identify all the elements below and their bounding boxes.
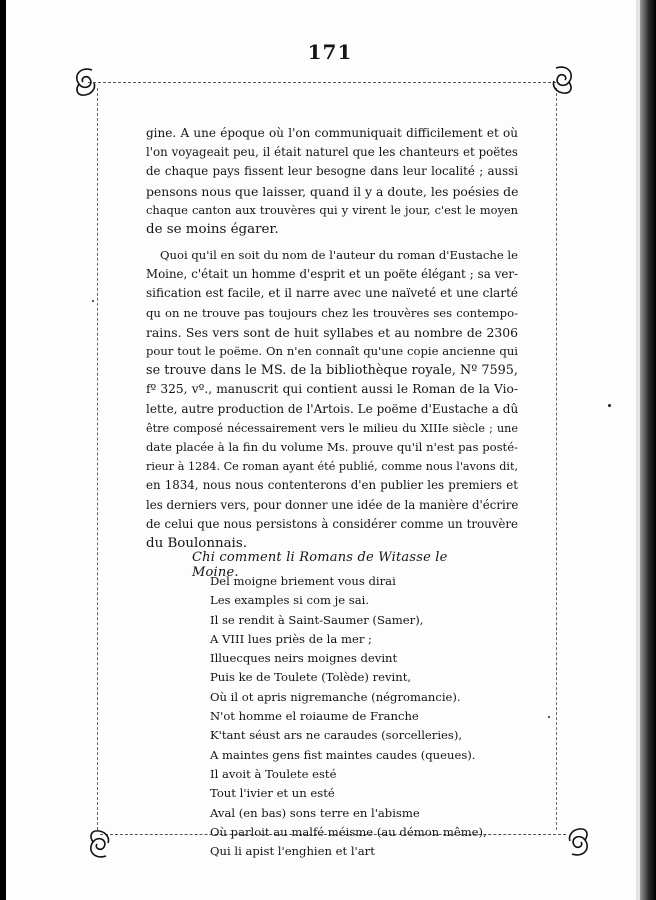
paragraph-2 xyxy=(146,246,518,553)
verse-line: Où il ot apris nigremanche (négromancie). xyxy=(210,689,461,704)
poem-title: Chi comment li Romans de Witasse le Moine. xyxy=(192,550,448,580)
text-line: de celui que nous persistons à considérer comme un trouvère xyxy=(146,516,518,531)
text-line: rains. Ses vers sont de huit syllabes et au nombre de 2306 xyxy=(146,324,518,340)
scan-speck xyxy=(608,404,611,407)
scan-edge-left xyxy=(0,0,6,900)
text-line: en 1834, nous nous contenterons d'en publier les premiers et xyxy=(146,478,518,493)
text-line: qu on ne trouve pas toujours chez les trouvères ses contempo- xyxy=(146,305,518,320)
frame-rule-right xyxy=(556,88,557,830)
verse-line: A VIII lues priès de la mer ; xyxy=(210,631,372,646)
verse-line: A maintes gens fist maintes caudes (queues). xyxy=(210,747,476,762)
text-line: pensons nous que laisser, quand il y a doute, les poésies de xyxy=(146,183,519,199)
text-line: être composé nécessairement vers le milieu du XIIIe siècle ; une xyxy=(146,421,518,435)
verse-line: Il se rendit à Saint-Saumer (Samer), xyxy=(210,612,424,627)
text-line: Moine, c'était un homme d'esprit et un poëte élégant ; sa ver- xyxy=(146,267,518,282)
text-line: les derniers vers, pour donner une idée de la manière d'écrire xyxy=(146,497,519,512)
frame-rule-top xyxy=(88,82,556,83)
verse-line: Illuecques neirs moignes devint xyxy=(210,651,398,666)
text-line: Quoi qu'il en soit du nom de l'auteur du roman d'Eustache le xyxy=(160,248,518,262)
text-line: date placée à la fin du volume Ms. prouve qu'il n'est pas posté- xyxy=(146,440,518,455)
scan-speck xyxy=(92,300,94,302)
text-line: de se moins égarer. xyxy=(146,222,279,238)
text-line: chaque canton aux trouvères qui y virent le jour, c'est le moyen xyxy=(146,202,518,217)
text-line: lette, autre production de l'Artois. Le poëme d'Eustache a dû xyxy=(146,401,519,416)
verse-line: Qui li apist l'enghien et l'art xyxy=(210,844,375,859)
text-line: pour tout le poëme. On n'en connaît qu'une copie ancienne qui xyxy=(146,344,518,359)
text-line: gine. A une époque où l'on communiquait difficilement et où xyxy=(146,126,518,140)
poem-verses xyxy=(210,572,510,861)
verse-line: N'ot homme el roiaume de Franche xyxy=(210,709,419,724)
text-line: l'on voyageait peu, il était naturel que les chanteurs et poëtes xyxy=(146,145,518,160)
text-line: de chaque pays fissent leur besogne dans leur localité ; aussi xyxy=(146,164,518,179)
paragraph-1 xyxy=(146,124,518,239)
text-line: fº 325, vº., manuscrit qui contient aussi le Roman de la Vio- xyxy=(146,382,518,397)
verse-line: Il avoit à Toulete esté xyxy=(210,766,337,781)
verse-line: Les examples si com je sai. xyxy=(210,593,370,608)
text-line: du Boulonnais. xyxy=(146,536,247,552)
corner-ornament-top-right xyxy=(548,62,578,98)
text-line: sification est facile, et il narre avec une naïveté et une clarté xyxy=(146,286,518,301)
verse-line: Tout l'ivier et un esté xyxy=(210,786,335,801)
scan-speck xyxy=(548,716,550,718)
page-number: 171 xyxy=(307,40,353,64)
verse-line: Del moigne briement vous dirai xyxy=(210,574,396,588)
verse-line: K'tant séust ars ne caraudes (sorcelleries), xyxy=(210,728,463,743)
frame-rule-left xyxy=(97,88,98,830)
verse-line: Aval (en bas) sons terre en l'abisme xyxy=(210,805,420,820)
corner-ornament-top-left xyxy=(70,64,100,100)
text-line: rieur à 1284. Ce roman ayant été publié, comme nous l'avons dit, xyxy=(146,460,518,474)
corner-ornament-bottom-left xyxy=(84,826,114,862)
verse-line: Puis ke de Toulete (Tolède) revint, xyxy=(210,670,412,685)
corner-ornament-bottom-right xyxy=(564,824,594,860)
text-line: se trouve dans le MS. de la bibliothèque royale, Nº 7595, xyxy=(146,363,518,379)
scan-edge-right xyxy=(640,0,656,900)
verse-line: Où parloit au malfé méisme (au démon même), xyxy=(210,824,487,839)
